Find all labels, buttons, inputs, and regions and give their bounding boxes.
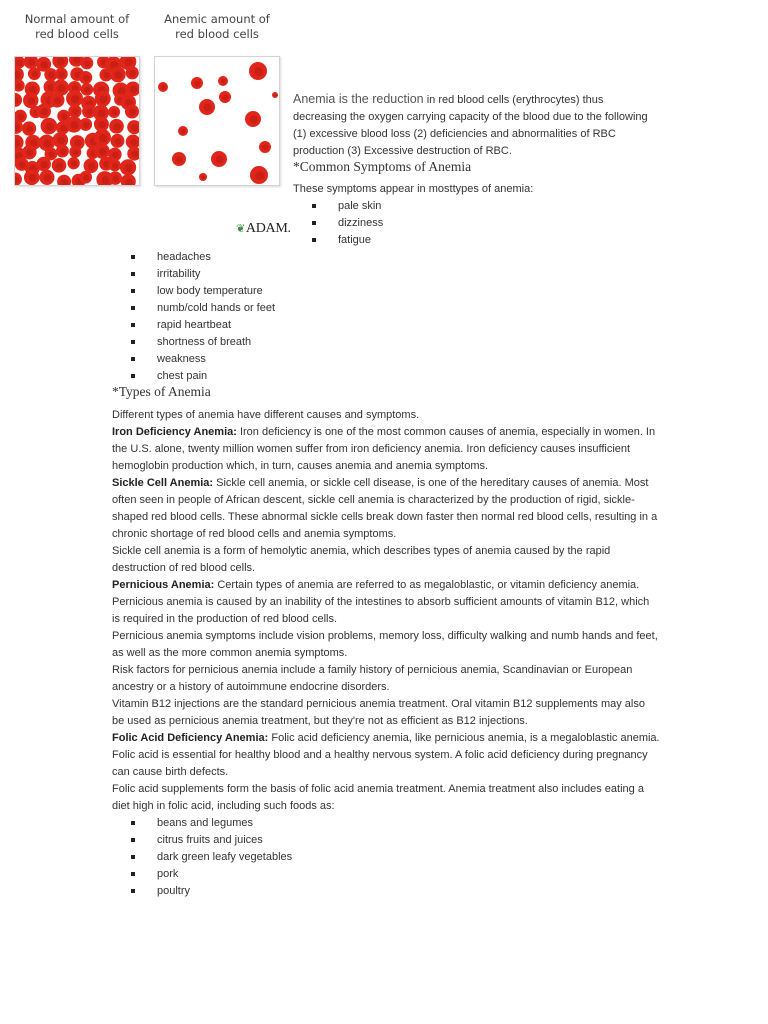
list-item: low body temperature xyxy=(129,283,275,300)
sickle-paragraph: Sickle Cell Anemia: Sickle cell anemia, or sickle cell disease, is one of the hereditary causes of anemia. Most often seen in people of African descent, sickle cell anemia is characterized by the production of rigid, sickle-shaped red blood cells. These abnormal sickle cells break down faster then normal red blood cells, resulting in a chronic shortage of red blood cells and anemia symptoms. xyxy=(112,477,658,540)
list-item: shortness of breath xyxy=(129,334,275,351)
list-item: pork xyxy=(129,866,677,883)
red-blood-cell xyxy=(126,66,139,79)
red-blood-cell xyxy=(39,170,54,185)
red-blood-cell xyxy=(22,121,36,135)
red-blood-cell xyxy=(22,145,36,159)
list-item: weakness xyxy=(129,351,275,368)
red-blood-cell xyxy=(121,174,136,185)
list-item: fatigue xyxy=(310,232,383,249)
red-blood-cell xyxy=(79,118,92,131)
red-blood-cell xyxy=(50,93,65,108)
red-blood-cell xyxy=(259,141,271,153)
red-blood-cell xyxy=(110,134,124,148)
red-blood-cell xyxy=(67,157,79,169)
red-blood-cell xyxy=(94,143,109,158)
red-blood-cell xyxy=(250,166,268,184)
red-blood-cell xyxy=(127,147,139,161)
red-blood-cell xyxy=(56,145,69,158)
symptoms-intro: These symptoms appear in mosttypes of anemia: xyxy=(293,183,534,195)
red-blood-cell xyxy=(79,71,92,84)
types-heading: *Types of Anemia xyxy=(112,384,211,399)
red-blood-cell xyxy=(15,93,22,107)
list-item: rapid heartbeat xyxy=(129,317,275,334)
list-item: pale skin xyxy=(310,198,383,215)
red-blood-cell xyxy=(80,57,93,69)
red-blood-cell xyxy=(127,120,139,134)
pernicious-paragraph: Pernicious Anemia: Certain types of anemia are referred to as megaloblastic, or vitamin deficiency anemia. Pernicious anemia is caused by an inability of the intestines to absorb sufficient amounts of vitamin B12, which is required in the production of red blood cells. xyxy=(112,579,650,625)
red-blood-cell xyxy=(28,67,41,80)
symptoms-list-b xyxy=(129,249,275,385)
red-blood-cell xyxy=(55,68,68,81)
red-blood-cell xyxy=(69,146,81,158)
red-blood-cell xyxy=(219,91,231,103)
list-item: chest pain xyxy=(129,368,275,385)
red-blood-cell xyxy=(199,173,207,181)
red-blood-cell xyxy=(218,76,228,86)
symptoms-heading: *Common Symptoms of Anemia xyxy=(293,159,472,174)
red-blood-cell xyxy=(81,83,94,96)
red-blood-cell xyxy=(108,106,120,118)
list-item: headaches xyxy=(129,249,275,266)
red-blood-cell xyxy=(68,105,81,118)
red-blood-cell xyxy=(245,111,261,127)
red-blood-cell xyxy=(199,99,215,115)
iron-paragraph: Iron Deficiency Anemia: Iron deficiency is one of the most common causes of anemia, especially in women. In the U.S. alone, twenty million women suffer from iron deficiency anemia. Iron deficiency causes insufficient hemoglobin production which, in turn, causes anemia and anemia symptoms. xyxy=(112,426,656,472)
adam-logo: ❦ADAM. xyxy=(236,221,291,236)
red-blood-cell xyxy=(24,170,40,185)
red-blood-cell xyxy=(41,118,58,135)
leaf-icon: ❦ xyxy=(236,223,245,235)
caption-anemic: Anemic amount of red blood cells xyxy=(164,12,270,41)
red-blood-cell xyxy=(52,158,67,173)
list-item: beans and legumes xyxy=(129,815,677,832)
red-blood-cell xyxy=(15,57,25,69)
red-blood-cell xyxy=(191,77,203,89)
red-blood-cell xyxy=(249,62,267,80)
red-blood-cell xyxy=(36,104,51,119)
red-blood-cell xyxy=(36,157,50,171)
red-blood-cell xyxy=(109,159,121,171)
red-blood-cell xyxy=(211,151,227,167)
red-blood-cell xyxy=(120,159,136,175)
red-blood-cell xyxy=(57,175,71,185)
red-blood-cell xyxy=(172,152,186,166)
folic-paragraph: Folic Acid Deficiency Anemia: Folic acid deficiency anemia, like pernicious anemia, is a megaloblastic anemia. Folic acid is essential for healthy blood and a healthy nervous system. A folic acid deficiency during pregnancy can cause birth defects. xyxy=(112,732,660,778)
pernicious-paragraph-4: Vitamin B12 injections are the standard pernicious anemia treatment. Oral vitamin B12 supplements may also be used as pernicious anemia treatment, but they're not as efficient as B12 injections. xyxy=(112,698,645,727)
normal-cells-svg xyxy=(15,57,139,185)
red-blood-cell xyxy=(84,158,99,173)
list-item: numb/cold hands or feet xyxy=(129,300,275,317)
list-item: irritability xyxy=(129,266,275,283)
anemic-cells-image xyxy=(154,56,280,186)
list-item: poultry xyxy=(129,883,677,900)
red-blood-cell xyxy=(272,92,278,98)
red-blood-cell xyxy=(23,93,38,108)
red-blood-cell xyxy=(125,105,139,119)
pernicious-paragraph-2: Pernicious anemia symptoms include vision problems, memory loss, difficulty walking and numb hands and feet, as well as the more common anemia symptoms. xyxy=(112,630,658,659)
red-blood-cell xyxy=(15,173,22,185)
red-blood-cell xyxy=(126,134,139,149)
red-blood-cell xyxy=(178,126,188,136)
list-item: citrus fruits and juices xyxy=(129,832,677,849)
symptoms-list-a xyxy=(310,198,383,249)
red-blood-cell xyxy=(79,171,92,184)
types-intro: Different types of anemia have different causes and symptoms. xyxy=(112,409,420,421)
red-blood-cell xyxy=(158,82,168,92)
red-blood-cell xyxy=(15,79,25,91)
foods-list xyxy=(129,815,677,900)
list-item: dizziness xyxy=(310,215,383,232)
pernicious-paragraph-3: Risk factors for pernicious anemia include a family history of pernicious anemia, Scandinavian or European ancestry or a history of autoimmune endocrine disorders. xyxy=(112,664,633,693)
folic-paragraph-2: Folic acid supplements form the basis of folic acid anemia treatment. Anemia treatment also includes eating a diet high in folic acid, including such foods as: xyxy=(112,783,644,812)
red-blood-cell xyxy=(109,119,124,134)
red-blood-cell xyxy=(66,90,83,107)
list-item: dark green leafy vegetables xyxy=(129,849,677,866)
red-blood-cell xyxy=(108,171,122,185)
red-blood-cell xyxy=(24,57,39,69)
red-blood-cell xyxy=(94,129,111,146)
types-body xyxy=(112,407,660,900)
sickle-paragraph-2: Sickle cell anemia is a form of hemolytic anemia, which describes types of anemia caused by the rapid destruction of red blood cells. xyxy=(112,545,611,574)
caption-normal: Normal amount of red blood cells xyxy=(24,12,130,41)
red-blood-cell xyxy=(95,91,111,107)
normal-cells-image xyxy=(14,56,140,186)
red-blood-cell xyxy=(110,67,126,83)
intro-paragraph: Anemia is the reduction in red blood cells (erythrocytes) thus decreasing the oxygen carrying capacity of the blood due to the following (1) excessive blood loss (2) deficiencies and abnormalities of RBC production (3) Excessive destruction of RBC. xyxy=(293,92,648,157)
red-blood-cell xyxy=(52,57,68,69)
anemic-cells-svg xyxy=(155,57,279,185)
